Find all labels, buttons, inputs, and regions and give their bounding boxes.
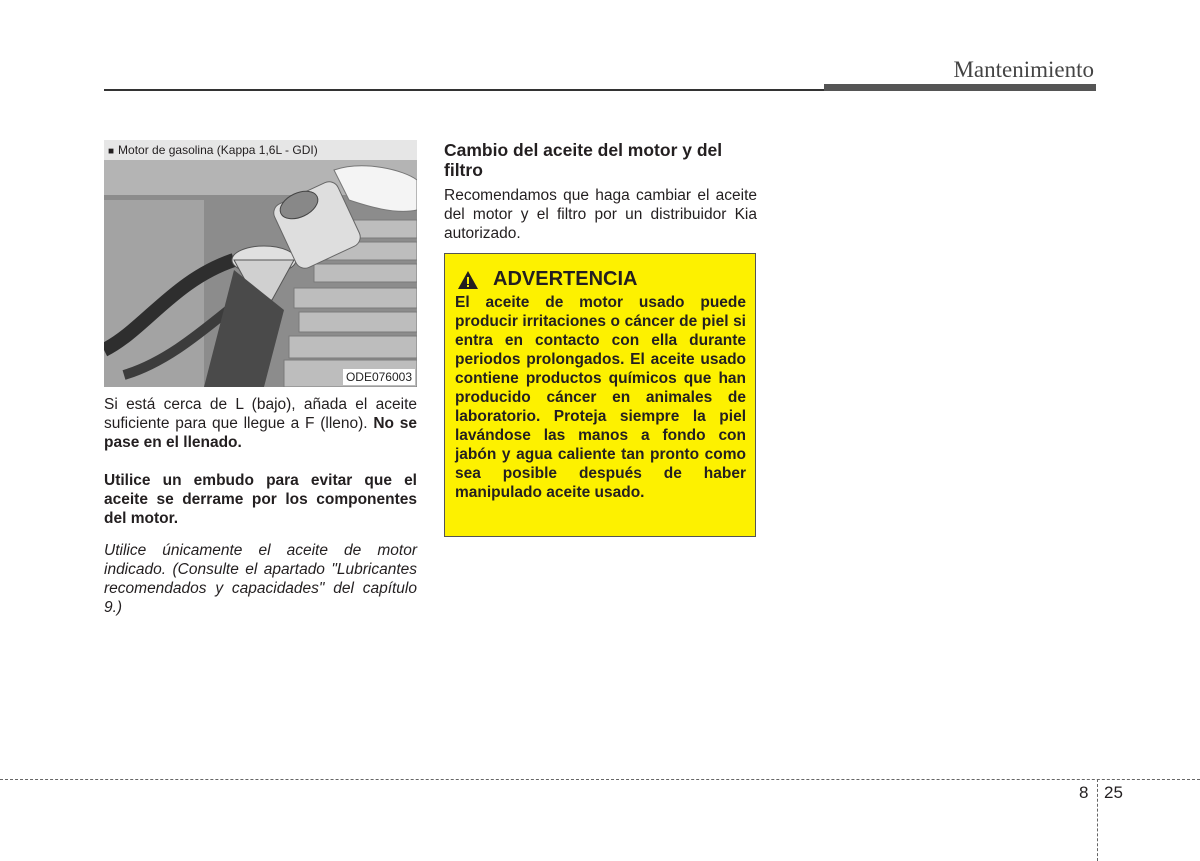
section-body: Recomendamos que haga cambiar el aceite del motor y el filtro por un distribuidor Kia autorizado.	[444, 187, 757, 242]
header-rule-thin	[104, 89, 824, 91]
warning-box	[444, 253, 756, 537]
figure-caption-text: Motor de gasolina (Kappa 1,6L - GDI)	[118, 143, 318, 157]
paragraph-funnel: Utilice un embudo para evitar que el aceite se derrame por los componentes del motor.	[104, 472, 417, 527]
footer-page-number: 25	[1104, 783, 1123, 802]
engine-oil-photo	[104, 160, 417, 387]
paragraph-oil-level-text: Si está cerca de L (bajo), añada el aceite suficiente para que llegue a F (lleno).	[104, 396, 417, 432]
footer-section-number: 8	[1079, 783, 1089, 802]
header-rule-thick	[824, 84, 1096, 91]
paragraph-oil-level-warning: No se pase en el llenado.	[104, 415, 417, 451]
paragraph-oil-type: Utilice únicamente el aceite de motor indicado. (Consulte el apartado "Lubricantes recomendados y capacidades" del capítulo 9.)	[104, 542, 417, 616]
footer-dashed-line	[0, 779, 1200, 780]
warning-title-row	[457, 268, 637, 291]
figure-code: ODE076003	[343, 369, 415, 385]
warning-title: ADVERTENCIA	[493, 268, 638, 290]
paragraph-oil-level	[104, 395, 417, 452]
warning-body: El aceite de motor usado puede producir irritaciones o cáncer de piel si entra en contacto con ella durante periodos prolongados. El aceite usado contiene productos químicos que han producido cáncer en animales de laboratorio. Proteja siempre la piel lavándose las manos a fondo con jabón y agua caliente tan pronto como sea posible después de haber manipulado aceite usado.	[455, 294, 746, 501]
warning-triangle-icon	[457, 270, 479, 290]
figure-caption	[104, 140, 417, 160]
footer-dashed-divider	[1097, 779, 1098, 861]
caption-square-icon: ■	[108, 146, 115, 157]
section-heading: Cambio del aceite del motor y del filtro	[444, 140, 723, 180]
page-header-title: Mantenimiento	[953, 57, 1094, 82]
